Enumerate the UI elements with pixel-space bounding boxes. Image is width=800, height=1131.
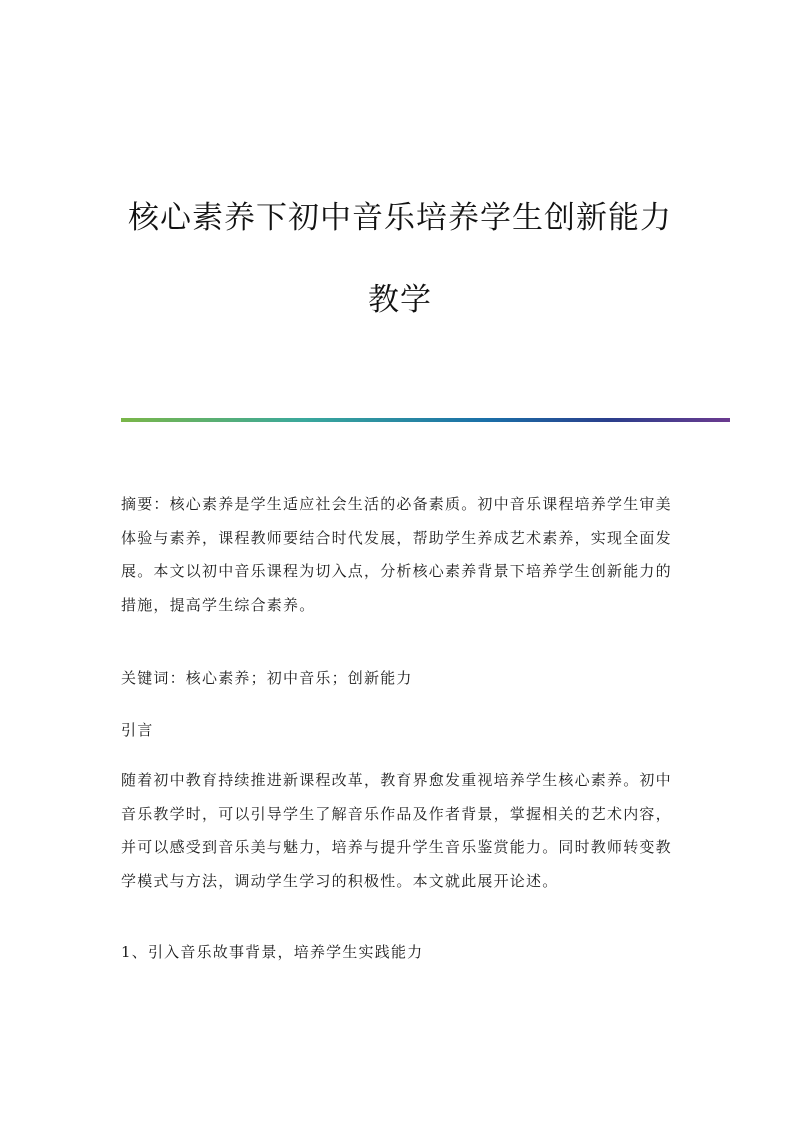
document-title-line-1: 核心素养下初中音乐培养学生创新能力 xyxy=(128,200,672,236)
section-1-heading: 1、引入音乐故事背景，培养学生实践能力 xyxy=(121,943,424,961)
intro-paragraph: 随着初中教育持续推进新课程改革，教育界愈发重视培养学生核心素养。初中音乐教学时，可以引导学生了解音乐作品及作者背景，掌握相关的艺术内容，并可以感受到音乐美与魅力，培养与提升学生音乐鉴赏能力。同时教师转变教学模式与方法，调动学生学习的积极性。本文就此展开论述。 xyxy=(121,771,672,890)
abstract-paragraph: 摘要：核心素养是学生适应社会生活的必备素质。初中音乐课程培养学生审美体验与素养，课程教师要结合时代发展，帮助学生养成艺术素养，实现全面发展。本文以初中音乐课程为切入点，分析核心素养背景下培养学生创新能力的措施，提高学生综合素养。 xyxy=(121,495,672,614)
keywords-line: 关键词：核心素养；初中音乐；创新能力 xyxy=(121,669,413,687)
document-title-line-2: 教学 xyxy=(368,282,432,318)
intro-heading: 引言 xyxy=(121,721,154,739)
title-divider xyxy=(121,418,730,422)
